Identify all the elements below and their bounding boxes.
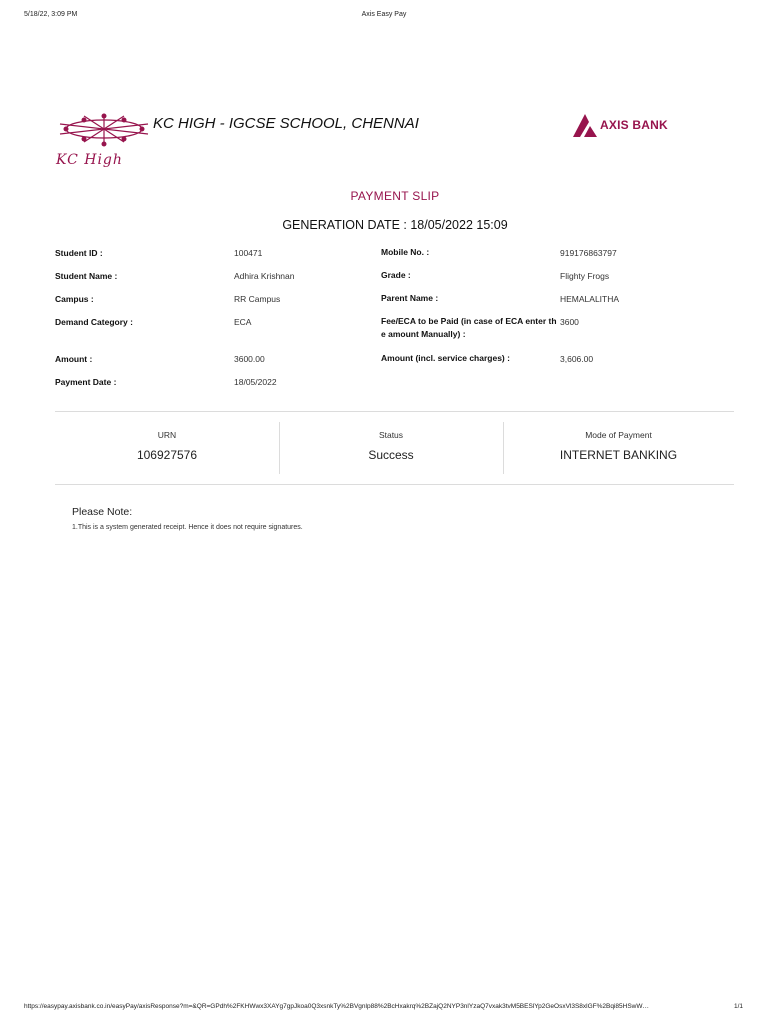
urn-label: URN	[157, 430, 177, 440]
mobile-no-value: 919176863797	[560, 248, 617, 258]
note-text: 1.This is a system generated receipt. Hence it does not require signatures.	[72, 524, 303, 531]
status-label: Status	[378, 430, 404, 440]
school-logo	[54, 112, 154, 168]
print-datetime: 5/18/22, 3:09 PM	[24, 11, 78, 18]
school-name: KC HIGH - IGCSE SCHOOL, CHENNAI	[153, 115, 419, 132]
student-id-value: 100471	[234, 248, 263, 258]
school-logo-text: KC High	[56, 152, 123, 168]
axis-bank-logo-icon	[572, 113, 600, 139]
status-cell	[279, 422, 503, 474]
divider-top	[55, 411, 734, 412]
urn-value: 106927576	[136, 448, 198, 462]
school-logo-emblem-icon	[54, 112, 154, 168]
student-name-label: Student Name :	[55, 271, 118, 281]
student-name-value: Adhira Krishnan	[234, 271, 295, 281]
grade-value: Flighty Frogs	[560, 271, 610, 281]
bank-name: AXIS BANK	[600, 118, 668, 132]
campus-label: Campus :	[55, 294, 94, 304]
fee-eca-value: 3600	[560, 317, 579, 327]
payment-mode-label: Mode of Payment	[585, 430, 652, 440]
payment-date-value: 18/05/2022	[234, 377, 277, 387]
transaction-summary	[55, 422, 734, 474]
bank-logo	[572, 113, 668, 139]
parent-name-label: Parent Name :	[381, 293, 439, 303]
note-title: Please Note:	[72, 506, 133, 518]
payment-slip-title: PAYMENT SLIP	[350, 189, 440, 203]
amount-label: Amount :	[55, 354, 93, 364]
demand-category-label: Demand Category :	[55, 317, 133, 327]
payment-mode-cell	[503, 422, 734, 474]
print-page-title: Axis Easy Pay	[361, 11, 407, 18]
student-id-label: Student ID :	[55, 248, 103, 258]
print-header	[0, 11, 768, 23]
divider-bottom	[55, 484, 734, 485]
amount-incl-charges-label: Amount (incl. service charges) :	[381, 353, 510, 363]
grade-label: Grade :	[381, 270, 411, 280]
print-page-number: 1/1	[734, 1003, 744, 1010]
status-value: Success	[368, 448, 414, 462]
payment-date-label: Payment Date :	[55, 377, 117, 387]
payment-mode-value: INTERNET BANKING	[559, 448, 678, 462]
fee-eca-label: Fee/ECA to be Paid (in case of ECA enter the amount Manually) :	[381, 316, 557, 339]
amount-incl-charges-value: 3,606.00	[560, 354, 594, 364]
urn-cell	[55, 422, 279, 474]
campus-value: RR Campus	[234, 294, 281, 304]
demand-category-value: ECA	[234, 317, 252, 327]
generation-date: GENERATION DATE : 18/05/2022 15:09	[282, 218, 508, 232]
mobile-no-label: Mobile No. :	[381, 247, 430, 257]
parent-name-value: HEMALALITHA	[560, 294, 620, 304]
print-url: https://easypay.axisbank.co.in/easyPay/axisResponse?m=&QR=GPdh%2FKHWwx3XAYg7gpJkoa0Q3xsnkTy%2BVgnlp88%2BcHxakrq%2BZajQ2NYP3nlYzaQ7vxak3tvM5BESlYp2GeOsxVl3S8xlGF%2Bqi85HSwW…	[24, 1003, 650, 1010]
amount-value: 3600.00	[234, 354, 265, 364]
